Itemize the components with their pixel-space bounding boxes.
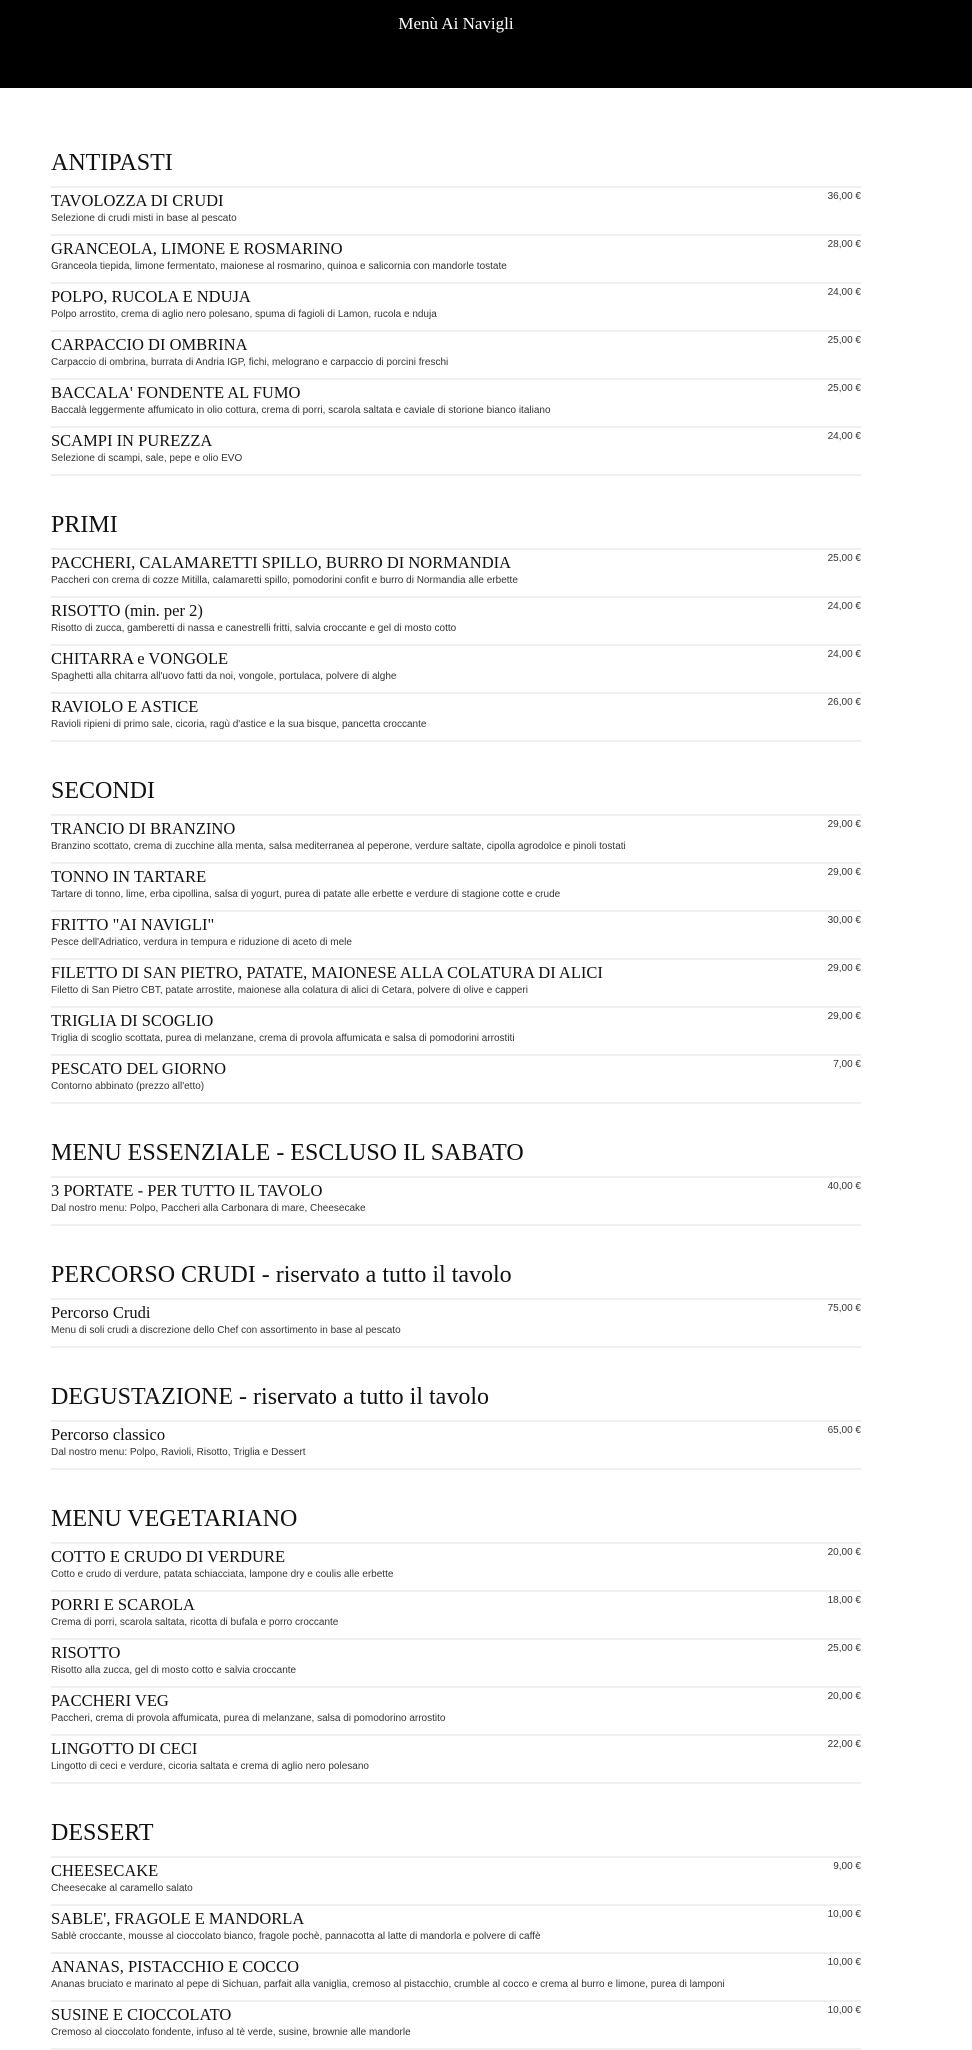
section-header xyxy=(51,1104,861,1176)
item-description: Selezione di scampi, sale, pepe e olio EVO xyxy=(51,453,243,464)
item-list xyxy=(51,1542,861,1784)
menu-item xyxy=(51,910,861,958)
item-name: RISOTTO xyxy=(51,1643,121,1662)
item-price: 25,00 € xyxy=(827,553,861,564)
item-description: Carpaccio di ombrina, burrata di Andria IGP, fichi, melograno e carpaccio di porcini freschi xyxy=(51,357,449,368)
menu-item xyxy=(51,186,861,234)
item-name: COTTO E CRUDO DI VERDURE xyxy=(51,1547,286,1566)
section-title: MENU ESSENZIALE - ESCLUSO IL SABATO xyxy=(51,1140,524,1166)
item-price: 10,00 € xyxy=(827,2005,861,2016)
item-price: 10,00 € xyxy=(827,1909,861,1920)
menu-item xyxy=(51,2000,861,2050)
section-header xyxy=(51,1348,861,1420)
item-name: RISOTTO (min. per 2) xyxy=(51,601,203,620)
item-name: PACCHERI VEG xyxy=(51,1691,169,1710)
item-name: PESCATO DEL GIORNO xyxy=(51,1059,227,1078)
item-name: PORRI E SCAROLA xyxy=(51,1595,195,1614)
item-description: Risotto di zucca, gamberetti di nassa e canestrelli fritti, salvia croccante e gel di mosto cotto xyxy=(51,623,457,634)
item-price: 29,00 € xyxy=(827,1011,861,1022)
menu-section xyxy=(51,114,861,476)
menu-item xyxy=(51,692,861,742)
item-name: SUSINE E CIOCCOLATO xyxy=(51,2005,232,2024)
item-name: RAVIOLO E ASTICE xyxy=(51,697,199,716)
item-description: Triglia di scoglio scottata, purea di melanzane, crema di provola affumicata e salsa di pomodorini arrostiti xyxy=(51,1033,515,1044)
item-name: POLPO, RUCOLA E NDUJA xyxy=(51,287,251,306)
item-price: 22,00 € xyxy=(827,1739,861,1750)
item-name: Percorso Crudi xyxy=(51,1303,151,1322)
menu-item xyxy=(51,1734,861,1784)
item-name: TAVOLOZZA DI CRUDI xyxy=(51,191,224,210)
menu-content xyxy=(0,88,861,2050)
menu-section xyxy=(51,1348,861,1470)
item-price: 29,00 € xyxy=(827,867,861,878)
item-description: Cremoso al cioccolato fondente, infuso al tè verde, susine, brownie alle mandorle xyxy=(51,2027,411,2038)
menu-item xyxy=(51,1420,861,1470)
menu-item xyxy=(51,234,861,282)
item-list xyxy=(51,1856,861,2050)
item-name: Percorso classico xyxy=(51,1425,166,1444)
item-price: 9,00 € xyxy=(833,1861,861,1872)
item-list xyxy=(51,548,861,742)
item-price: 25,00 € xyxy=(827,335,861,346)
section-title: SECONDI xyxy=(51,778,156,804)
section-header xyxy=(51,742,861,814)
item-price: 20,00 € xyxy=(827,1547,861,1558)
menu-item xyxy=(51,596,861,644)
item-price: 18,00 € xyxy=(827,1595,861,1606)
item-description: Risotto alla zucca, gel di mosto cotto e salvia croccante xyxy=(51,1665,297,1676)
menu-item xyxy=(51,1298,861,1348)
item-description: Paccheri con crema di cozze Mitilla, calamaretti spillo, pomodorini confit e burro di Normandia alle erbette xyxy=(51,575,518,586)
item-price: 65,00 € xyxy=(827,1425,861,1436)
menu-section xyxy=(51,1784,861,2050)
menu-item xyxy=(51,1006,861,1054)
menu-section xyxy=(51,1226,861,1348)
item-name: BACCALA' FONDENTE AL FUMO xyxy=(51,383,301,402)
menu-item xyxy=(51,378,861,426)
item-description: Crema di porri, scarola saltata, ricotta di bufala e porro croccante xyxy=(51,1617,339,1628)
item-description: Baccalà leggermente affumicato in olio cottura, crema di porri, scarola saltata e caviale di storione bianco italiano xyxy=(51,405,551,416)
item-name: FRITTO "AI NAVIGLI" xyxy=(51,915,215,934)
item-description: Dal nostro menu: Polpo, Ravioli, Risotto, Triglia e Dessert xyxy=(51,1447,306,1458)
item-name: SCAMPI IN PUREZZA xyxy=(51,431,213,450)
top-bar xyxy=(0,0,972,88)
item-price: 20,00 € xyxy=(827,1691,861,1702)
menu-item xyxy=(51,548,861,596)
item-price: 25,00 € xyxy=(827,1643,861,1654)
item-list xyxy=(51,1420,861,1470)
section-title: PERCORSO CRUDI - riservato a tutto il tavolo xyxy=(51,1262,512,1288)
item-description: Ravioli ripieni di primo sale, cicoria, ragù d'astice e la sua bisque, pancetta croccante xyxy=(51,719,427,730)
item-description: Pesce dell'Adriatico, verdura in tempura e riduzione di aceto di mele xyxy=(51,937,352,948)
item-name: ANANAS, PISTACCHIO E COCCO xyxy=(51,1957,300,1976)
menu-item xyxy=(51,1686,861,1734)
item-name: TONNO IN TARTARE xyxy=(51,867,207,886)
menu-item xyxy=(51,644,861,692)
item-name: SABLE', FRAGOLE E MANDORLA xyxy=(51,1909,305,1928)
item-description: Paccheri, crema di provola affumicata, purea di melanzane, salsa di pomodorino arrostito xyxy=(51,1713,446,1724)
item-list xyxy=(51,1176,861,1226)
item-price: 29,00 € xyxy=(827,963,861,974)
item-name: LINGOTTO DI CECI xyxy=(51,1739,198,1758)
item-name: TRANCIO DI BRANZINO xyxy=(51,819,236,838)
item-description: Selezione di crudi misti in base al pescato xyxy=(51,213,237,224)
item-price: 29,00 € xyxy=(827,819,861,830)
menu-item xyxy=(51,1176,861,1226)
item-description: Contorno abbinato (prezzo all'etto) xyxy=(51,1081,205,1092)
menu-item xyxy=(51,958,861,1006)
section-title: ANTIPASTI xyxy=(51,150,173,176)
item-list xyxy=(51,186,861,476)
section-title: PRIMI xyxy=(51,512,118,538)
item-list xyxy=(51,1298,861,1348)
item-description: Granceola tiepida, limone fermentato, maionese al rosmarino, quinoa e salicornia con mandorle tostate xyxy=(51,261,507,272)
item-name: CHITARRA e VONGOLE xyxy=(51,649,229,668)
menu-item xyxy=(51,862,861,910)
menu-item xyxy=(51,330,861,378)
item-description: Sablè croccante, mousse al cioccolato bianco, fragole pochè, pannacotta al latte di mandorla e polvere di caffè xyxy=(51,1931,541,1942)
section-title: DEGUSTAZIONE - riservato a tutto il tavolo xyxy=(51,1384,489,1410)
section-header xyxy=(51,1226,861,1298)
item-name: TRIGLIA DI SCOGLIO xyxy=(51,1011,214,1030)
item-price: 25,00 € xyxy=(827,383,861,394)
item-name: FILETTO DI SAN PIETRO, PATATE, MAIONESE ALLA COLATURA DI ALICI xyxy=(51,963,603,982)
item-description: Spaghetti alla chitarra all'uovo fatti da noi, vongole, portulaca, polvere di alghe xyxy=(51,671,397,682)
item-name: GRANCEOLA, LIMONE E ROSMARINO xyxy=(51,239,343,258)
menu-section xyxy=(51,742,861,1104)
item-list xyxy=(51,814,861,1104)
item-description: Branzino scottato, crema di zucchine alla menta, salsa mediterranea al peperone, verdure saltate, cipolla agrodolce e pinoli tostati xyxy=(51,841,626,852)
section-header xyxy=(51,476,861,548)
item-description: Cotto e crudo di verdure, patata schiacciata, lampone dry e coulis alle erbette xyxy=(51,1569,394,1580)
menu-item xyxy=(51,1542,861,1590)
menu-item xyxy=(51,426,861,476)
menu-item xyxy=(51,1952,861,2000)
item-description: Dal nostro menu: Polpo, Paccheri alla Carbonara di mare, Cheesecake xyxy=(51,1203,366,1214)
menu-item xyxy=(51,1590,861,1638)
item-price: 36,00 € xyxy=(827,191,861,202)
menu-item xyxy=(51,1054,861,1104)
item-name: 3 PORTATE - PER TUTTO IL TAVOLO xyxy=(51,1181,323,1200)
item-description: Menu di soli crudi a discrezione dello Chef con assortimento in base al pescato xyxy=(51,1325,401,1336)
item-price: 75,00 € xyxy=(827,1303,861,1314)
item-price: 40,00 € xyxy=(827,1181,861,1192)
item-price: 30,00 € xyxy=(827,915,861,926)
item-price: 24,00 € xyxy=(827,287,861,298)
menu-section xyxy=(51,1104,861,1226)
item-price: 10,00 € xyxy=(827,1957,861,1968)
menu-item xyxy=(51,814,861,862)
item-name: PACCHERI, CALAMARETTI SPILLO, BURRO DI NORMANDIA xyxy=(51,553,512,572)
item-price: 24,00 € xyxy=(827,601,861,612)
item-name: CARPACCIO DI OMBRINA xyxy=(51,335,248,354)
item-price: 28,00 € xyxy=(827,239,861,250)
item-price: 26,00 € xyxy=(827,697,861,708)
item-description: Tartare di tonno, lime, erba cipollina, salsa di yogurt, purea di patate alle erbette e verdure di stagione cotte e crude xyxy=(51,889,561,900)
menu-section xyxy=(51,1470,861,1784)
item-price: 24,00 € xyxy=(827,431,861,442)
menu-item xyxy=(51,282,861,330)
page-title: Menù Ai Navigli xyxy=(398,14,514,33)
menu-item xyxy=(51,1638,861,1686)
menu-item xyxy=(51,1904,861,1952)
item-price: 7,00 € xyxy=(833,1059,861,1070)
item-description: Filetto di San Pietro CBT, patate arrostite, maionese alla colatura di alici di Cetara, polvere di olive e capperi xyxy=(51,985,528,996)
section-header xyxy=(51,1470,861,1542)
item-description: Ananas bruciato e marinato al pepe di Sichuan, parfait alla vaniglia, cremoso al pistacchio, crumble al cocco e crema al burro e limone, purea di lamponi xyxy=(51,1979,725,1990)
item-description: Cheesecake al caramello salato xyxy=(51,1883,193,1894)
item-description: Lingotto di ceci e verdure, cicoria saltata e crema di aglio nero polesano xyxy=(51,1761,369,1772)
item-price: 24,00 € xyxy=(827,649,861,660)
item-name: CHEESECAKE xyxy=(51,1861,159,1880)
menu-item xyxy=(51,1856,861,1904)
item-description: Polpo arrostito, crema di aglio nero polesano, spuma di fagioli di Lamon, rucola e nduja xyxy=(51,309,437,320)
section-title: DESSERT xyxy=(51,1820,154,1846)
section-title: MENU VEGETARIANO xyxy=(51,1506,298,1532)
section-header xyxy=(51,1784,861,1856)
menu-section xyxy=(51,476,861,742)
section-header xyxy=(51,114,861,186)
